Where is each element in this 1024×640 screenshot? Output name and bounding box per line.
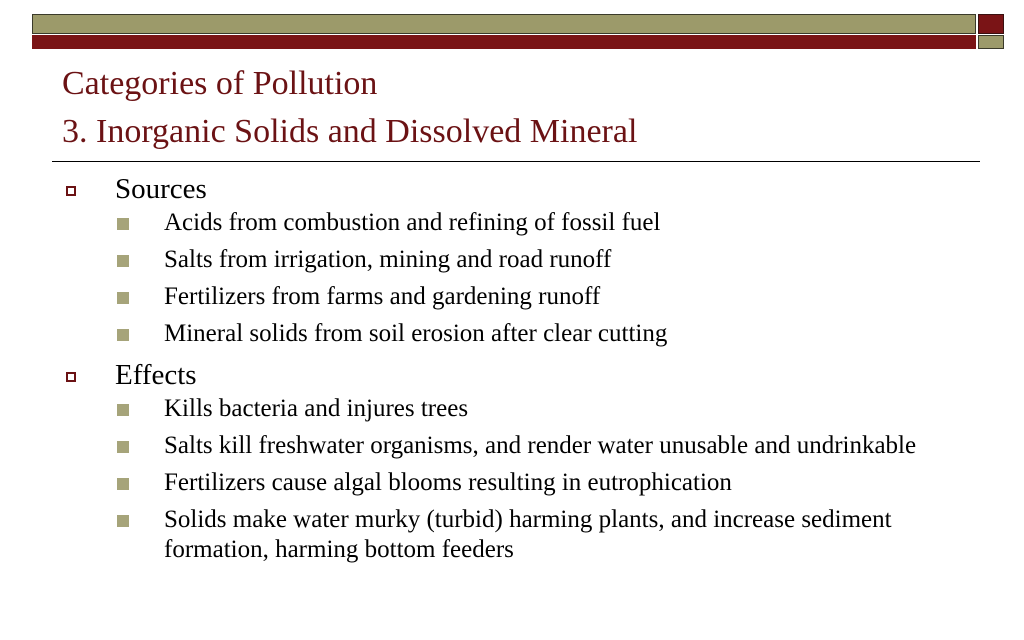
hollow-square-icon (66, 372, 76, 382)
list-item-text: Kills bacteria and injures trees (164, 395, 469, 422)
list-item (0, 394, 1024, 424)
slide-title (62, 60, 637, 156)
list-item (0, 208, 1024, 238)
section-heading-label: Effects (115, 359, 197, 391)
section-heading-label: Sources (115, 173, 207, 205)
header-square-maroon (978, 14, 1004, 34)
filled-square-icon (117, 515, 129, 527)
list-item (0, 505, 1024, 565)
list-item (0, 245, 1024, 275)
list-item-text: Salts from irrigation, mining and road runoff (164, 246, 612, 273)
list-item (0, 282, 1024, 312)
filled-square-icon (117, 292, 129, 304)
slide-title-line-1: Categories of Pollution (62, 65, 378, 102)
list-item (0, 319, 1024, 349)
hollow-square-icon (66, 186, 76, 196)
header-bar-olive (32, 14, 976, 34)
filled-square-icon (117, 329, 129, 341)
slide-title-line-2: 3. Inorganic Solids and Dissolved Mineral (62, 113, 638, 150)
list-item-text: Acids from combustion and refining of fossil fuel (164, 209, 661, 236)
slide-body (0, 170, 1024, 572)
list-item-text: Fertilizers cause algal blooms resulting in eutrophication (164, 469, 732, 496)
list-item-text: Mineral solids from soil erosion after clear cutting (164, 320, 668, 347)
filled-square-icon (117, 441, 129, 453)
list-item-text: Fertilizers from farms and gardening runoff (164, 283, 601, 310)
section-heading-effects (0, 356, 1024, 394)
filled-square-icon (117, 255, 129, 267)
filled-square-icon (117, 478, 129, 490)
section-heading-sources (0, 170, 1024, 208)
sources-list (0, 208, 1024, 349)
filled-square-icon (117, 218, 129, 230)
effects-list (0, 394, 1024, 565)
list-item-text: Salts kill freshwater organisms, and render water unusable and undrinkable (164, 432, 917, 459)
list-item (0, 431, 1024, 461)
header-bar-maroon (32, 35, 976, 49)
header-square-olive (978, 35, 1004, 49)
filled-square-icon (117, 404, 129, 416)
list-item (0, 468, 1024, 498)
list-item-text: Solids make water murky (turbid) harming plants, and increase sediment formation, harming bottom feeders (164, 506, 892, 563)
title-divider (52, 161, 980, 162)
